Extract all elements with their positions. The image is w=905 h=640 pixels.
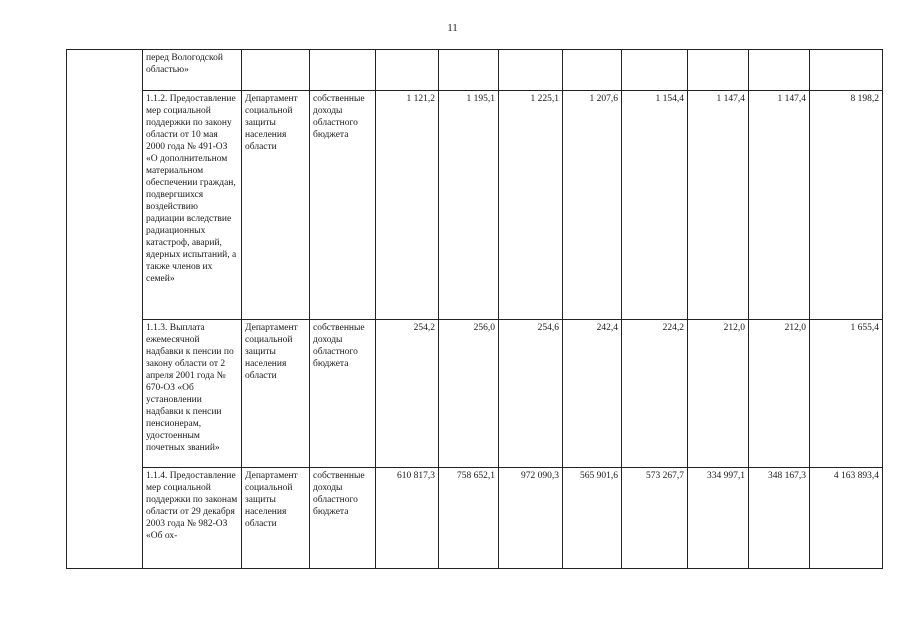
budget-table: [66, 49, 883, 569]
value-cell: 565 901,6: [563, 468, 622, 569]
row-label: 1.1.2. Предоставление мер социальной поддержки по закону области от 10 мая 2000 года № 491-ОЗ «О дополнительном материальном обеспечении граждан, подвергшихся воздействию радиации вследствие радиационных катастроф, аварий, ядерных испытаний, а также членов их семей»: [143, 91, 242, 320]
value-cell: 212,0: [749, 320, 810, 468]
value-cell: [622, 50, 688, 91]
value-cell: 256,0: [439, 320, 499, 468]
value-cell: 242,4: [563, 320, 622, 468]
table-row: [67, 91, 883, 320]
row-label: 1.1.4. Предоставление мер социальной поддержки по законам области от 29 декабря 2003 года № 982-ОЗ «Об ох-: [143, 468, 242, 569]
department-cell: Департамент социальной защиты населения области: [242, 91, 310, 320]
source-cell: собственные доходы областного бюджета: [310, 320, 376, 468]
value-cell: 972 090,3: [499, 468, 563, 569]
value-cell: [563, 50, 622, 91]
value-cell: 254,6: [499, 320, 563, 468]
value-cell: [376, 50, 439, 91]
value-cell: 254,2: [376, 320, 439, 468]
value-cell: 224,2: [622, 320, 688, 468]
value-cell: 758 652,1: [439, 468, 499, 569]
department-cell: Департамент социальной защиты населения области: [242, 320, 310, 468]
row-label: 1.1.3. Выплата ежемесячной надбавки к пенсии по закону области от 2 апреля 2001 года № 670-ОЗ «Об установлении надбавки к пенсии пенсионерам, удостоенным почетных званий»: [143, 320, 242, 468]
value-cell: 348 167,3: [749, 468, 810, 569]
table-row: [67, 50, 883, 91]
value-cell: 610 817,3: [376, 468, 439, 569]
value-cell: 1 195,1: [439, 91, 499, 320]
value-cell: [688, 50, 749, 91]
value-cell: [810, 50, 883, 91]
value-cell: 1 121,2: [376, 91, 439, 320]
page-number: 11: [447, 22, 458, 34]
value-cell: 4 163 893,4: [810, 468, 883, 569]
table-row: [67, 320, 883, 468]
value-cell: [439, 50, 499, 91]
outer-column-cell: [67, 50, 143, 569]
value-cell: 1 154,4: [622, 91, 688, 320]
value-cell: 1 207,6: [563, 91, 622, 320]
value-cell: 1 147,4: [688, 91, 749, 320]
department-cell: Департамент социальной защиты населения области: [242, 468, 310, 569]
value-cell: [749, 50, 810, 91]
value-cell: [499, 50, 563, 91]
value-cell: 334 997,1: [688, 468, 749, 569]
source-cell: собственные доходы областного бюджета: [310, 91, 376, 320]
department-cell: [242, 50, 310, 91]
value-cell: 1 147,4: [749, 91, 810, 320]
table-row: [67, 468, 883, 569]
value-cell: 212,0: [688, 320, 749, 468]
value-cell: 573 267,7: [622, 468, 688, 569]
value-cell: 8 198,2: [810, 91, 883, 320]
source-cell: собственные доходы областного бюджета: [310, 468, 376, 569]
value-cell: 1 655,4: [810, 320, 883, 468]
value-cell: 1 225,1: [499, 91, 563, 320]
source-cell: [310, 50, 376, 91]
row-label: перед Вологодской областью»: [143, 50, 242, 91]
